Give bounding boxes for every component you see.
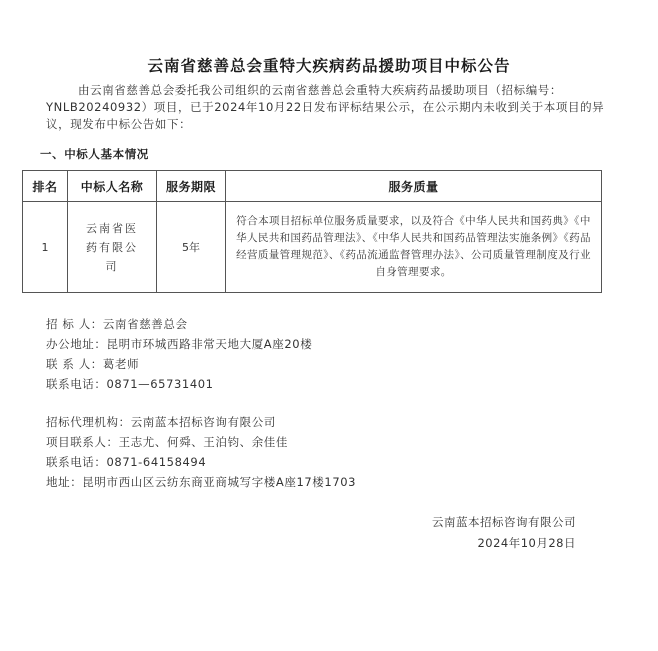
tenderer-phone: 联系电话：0871—65731401 [46, 377, 214, 391]
company-name-text: 云南省医药有限公司 [86, 221, 138, 273]
tenderer-address: 办公地址：昆明市环城西路非常天地大厦A座20楼 [46, 337, 313, 351]
cell-rank: 1 [23, 202, 68, 293]
signature-company: 云南蓝本招标咨询有限公司 [432, 515, 576, 529]
section-heading: 一、中标人基本情况 [40, 147, 149, 161]
agency-phone: 联系电话：0871-64158494 [46, 455, 207, 469]
header-name: 中标人名称 [68, 171, 157, 202]
award-table [22, 170, 602, 293]
agency-address: 地址：昆明市西山区云纺东商亚商城写字楼A座17楼1703 [46, 475, 357, 489]
cell-quality: 符合本项目招标单位服务质量要求，以及符合《中华人民共和国药典》《中华人民共和国药品管理法》、《中华人民共和国药品管理法实施条例》《药品经营质量管理规范》、《药品流通监督管理办法》、公司质量管理制度及行业自身管理要求。 [226, 202, 602, 293]
agency-name: 招标代理机构：云南蓝本招标咨询有限公司 [46, 415, 276, 429]
intro-paragraph: 由云南省慈善总会委托我公司组织的云南省慈善总会重特大疾病药品援助项目（招标编号：YNLB20240932）项目，已于2024年10月22日发布评标结果公示，在公示期内未收到关于本项目的异议，现发布中标公告如下： [46, 83, 605, 131]
tenderer-name: 招 标 人：云南省慈善总会 [46, 317, 188, 331]
table-header-row [23, 171, 602, 202]
header-quality: 服务质量 [226, 171, 602, 202]
cell-name [68, 202, 157, 293]
signature-date: 2024年10月28日 [477, 536, 576, 550]
table-row [23, 202, 602, 293]
tenderer-contact: 联 系 人：葛老师 [46, 357, 140, 371]
agency-contacts: 项目联系人：王志尤、何舜、王泊钧、余佳佳 [46, 435, 288, 449]
header-period: 服务期限 [157, 171, 226, 202]
page-title: 云南省慈善总会重特大疾病药品援助项目中标公告 [147, 57, 511, 75]
cell-period: 5年 [157, 202, 226, 293]
header-rank: 排名 [23, 171, 68, 202]
